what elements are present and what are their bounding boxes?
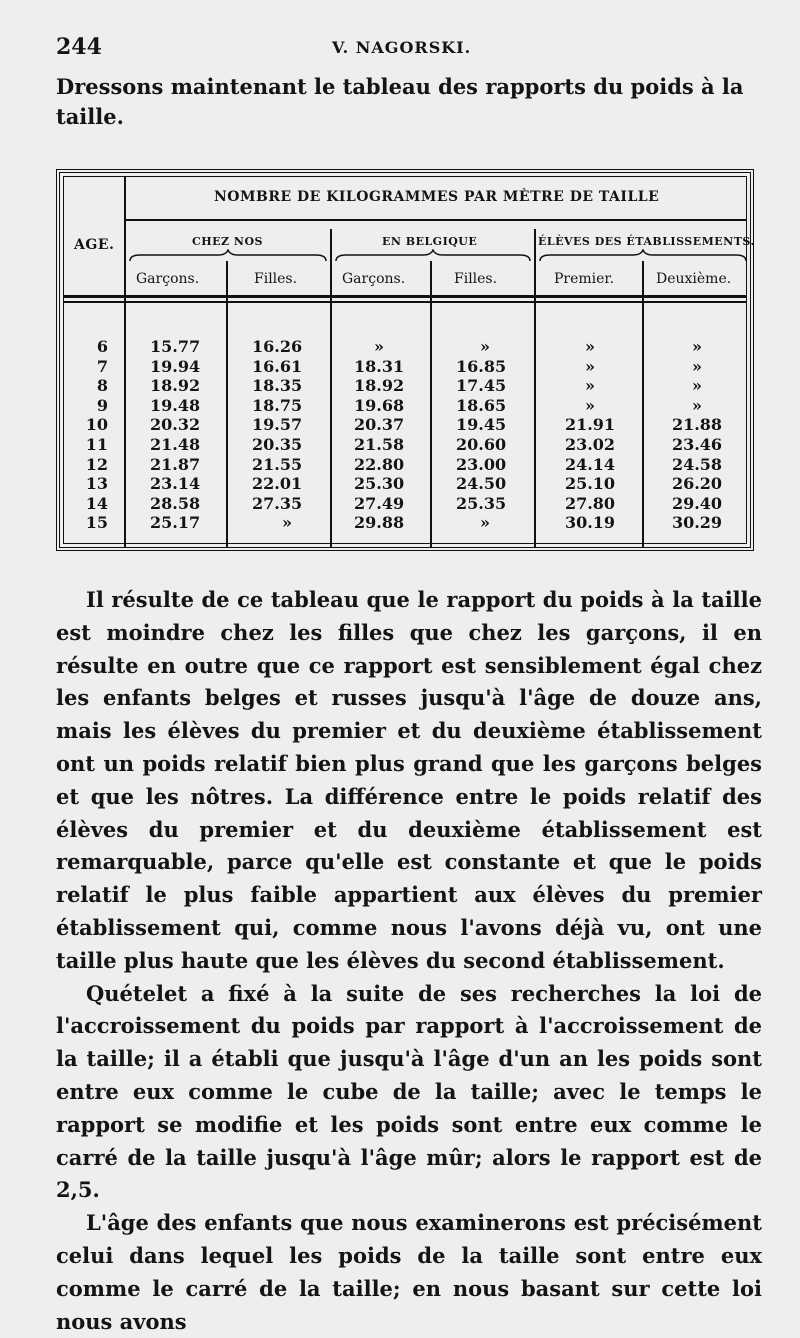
- table-cell: 22.01: [252, 474, 303, 494]
- table-cell: 26.20: [671, 474, 723, 494]
- table-cell: 23.14: [150, 474, 201, 494]
- table-cell: 25.10: [564, 474, 616, 494]
- table-cell: 27.35: [252, 493, 303, 513]
- table-cell: »: [585, 356, 595, 376]
- column-premier: [544, 337, 636, 533]
- table-cell: »: [480, 337, 490, 356]
- title-rule: [124, 219, 746, 221]
- running-head: [0, 34, 800, 64]
- table-cell: 19.68: [354, 395, 405, 415]
- table-cell: 16.85: [456, 356, 507, 376]
- column-rule: [330, 229, 332, 547]
- table-cell: 17.45: [456, 376, 507, 396]
- table-cell: 21.55: [252, 454, 303, 474]
- age-cell: 9: [96, 395, 108, 415]
- column-rule: [226, 261, 228, 547]
- table-cell: 24.50: [456, 474, 507, 494]
- brace-chez-nos: [128, 249, 328, 263]
- age-header: AGE.: [74, 237, 115, 253]
- table-cell: »: [585, 337, 595, 356]
- intro-sentence: Dressons maintenant le tableau des rapports du poids à la taille.: [56, 74, 744, 129]
- subheader-filles-belgique: Filles.: [454, 271, 498, 287]
- table-cell: 15.77: [150, 337, 201, 356]
- subheader-deuxieme: Deuxième.: [656, 271, 732, 287]
- body-text: [56, 584, 762, 1338]
- table-title: NOMBRE DE KILOGRAMMES PAR MÈTRE DE TAILLE: [214, 189, 660, 205]
- table-cell: 29.40: [671, 493, 723, 513]
- header-bottom-rule-2: [64, 301, 746, 303]
- table-cell: 18.35: [252, 376, 303, 396]
- table-cell: 29.88: [354, 513, 405, 533]
- table-cell: 16.61: [252, 356, 303, 376]
- subheader-filles-nos: Filles.: [254, 271, 298, 287]
- age-cell: 8: [96, 376, 108, 396]
- weight-height-table: [56, 169, 754, 551]
- age-cell: 11: [85, 434, 108, 454]
- group-header-etablissements: ÉLÈVES DES ÉTABLISSEMENTS.: [538, 235, 755, 248]
- table-cell: 30.29: [671, 513, 723, 533]
- table-cell: 24.58: [671, 454, 723, 474]
- header-bottom-rule: [64, 295, 746, 298]
- table-cell: 24.14: [564, 454, 616, 474]
- table-cell: 30.19: [564, 513, 616, 533]
- column-rule: [124, 177, 126, 547]
- column-filles-nos: [252, 337, 322, 533]
- column-garcons-nos: [150, 337, 220, 533]
- table-cell: 18.92: [150, 376, 201, 396]
- table-cell: »: [692, 395, 702, 415]
- table-cell: 25.30: [354, 474, 405, 494]
- table-cell: 23.00: [456, 454, 507, 474]
- table-cell: »: [374, 337, 384, 356]
- table-cell: 16.26: [252, 337, 303, 356]
- table-cell: 18.65: [456, 395, 507, 415]
- table-cell: 20.32: [150, 415, 201, 435]
- age-cell: 14: [85, 493, 108, 513]
- subheader-premier: Premier.: [554, 271, 615, 287]
- table-cell: 21.87: [150, 454, 201, 474]
- table-cell: 21.91: [564, 415, 616, 435]
- table-frame: [63, 176, 755, 544]
- table-cell: 22.80: [354, 454, 405, 474]
- table-cell: 21.48: [150, 434, 201, 454]
- column-garcons-belgique: [354, 337, 424, 533]
- brace-etablissements: [538, 249, 748, 263]
- table-cell: 19.94: [150, 356, 201, 376]
- table-cell: »: [480, 513, 490, 533]
- column-rule: [642, 261, 644, 547]
- column-deuxieme: [650, 337, 744, 533]
- paragraph: L'âge des enfants que nous examinerons est précisément celui dans lequel les poids de la taille sont entre eux comme le carré de la taille; en nous basant sur cette loi nous avons: [56, 1210, 762, 1334]
- age-column: [64, 337, 108, 533]
- age-cell: 15: [85, 513, 108, 533]
- table-cell: 23.46: [671, 434, 723, 454]
- subheader-garcons-nos: Garçons.: [136, 271, 200, 287]
- age-cell: 6: [96, 337, 108, 356]
- column-rule: [430, 261, 432, 547]
- table-cell: 25.17: [150, 513, 201, 533]
- table-cell: 19.57: [252, 415, 303, 435]
- table-cell: »: [692, 337, 702, 356]
- paragraph: Quételet a fixé à la suite de ses recherches la loi de l'accroissement du poids par rapport à l'accroissement de la taille; il a établi que jusqu'à l'âge d'un an les poids sont entre eux comme le cube de la taille; avec le temps le rapport se modifie et les poids sont entre eux comme le carré de la taille jusqu'à l'âge mûr; alors le rapport est de 2,5.: [56, 980, 762, 1203]
- table-cell: »: [585, 376, 595, 396]
- table-cell: »: [282, 513, 292, 533]
- running-title: V. NAGORSKI.: [332, 38, 472, 57]
- table-cell: »: [692, 376, 702, 396]
- table-cell: 18.92: [354, 376, 405, 396]
- column-filles-belgique: [456, 337, 526, 533]
- age-cell: 13: [85, 474, 108, 494]
- age-cell: 10: [85, 415, 108, 435]
- column-rule: [534, 229, 536, 547]
- paragraph: Il résulte de ce tableau que le rapport du poids à la taille est moindre chez les filles que chez les garçons, il en résulte en outre que ce rapport est sensiblement égal chez les enfants belges et russes jusqu'à l'âge de douze ans, mais les élèves du premier et du deuxième établissement ont un poids relatif bien plus grand que les garçons belges et que les nôtres. La différence entre le poids relatif des élèves du premier et du deuxième établissement est remarquable, parce qu'elle est constante et que le poids relatif le plus faible appartient aux élèves du premier établissement qui, comme nous l'avons déjà vu, ont une taille plus haute que les élèves du second établissement.: [56, 587, 762, 973]
- table-cell: 18.75: [252, 395, 303, 415]
- group-header-chez-nos: CHEZ NOS: [192, 235, 263, 248]
- table-cell: »: [692, 356, 702, 376]
- table-cell: »: [585, 395, 595, 415]
- age-cell: 7: [96, 356, 108, 376]
- table-cell: 21.88: [671, 415, 723, 435]
- table-cell: 25.35: [456, 493, 507, 513]
- table-cell: 23.02: [564, 434, 616, 454]
- table-cell: 20.60: [456, 434, 507, 454]
- table-cell: 27.49: [354, 493, 405, 513]
- page-number: 244: [56, 34, 102, 60]
- table-cell: 20.37: [354, 415, 405, 435]
- group-header-belgique: EN BELGIQUE: [382, 235, 478, 248]
- brace-belgique: [334, 249, 532, 263]
- table-cell: 27.80: [564, 493, 616, 513]
- table-cell: 19.48: [150, 395, 201, 415]
- age-cell: 12: [85, 454, 108, 474]
- table-cell: 20.35: [252, 434, 303, 454]
- table-cell: 28.58: [150, 493, 201, 513]
- table-cell: 19.45: [456, 415, 507, 435]
- table-cell: 18.31: [354, 356, 405, 376]
- subheader-garcons-belgique: Garçons.: [342, 271, 406, 287]
- table-cell: 21.58: [354, 434, 405, 454]
